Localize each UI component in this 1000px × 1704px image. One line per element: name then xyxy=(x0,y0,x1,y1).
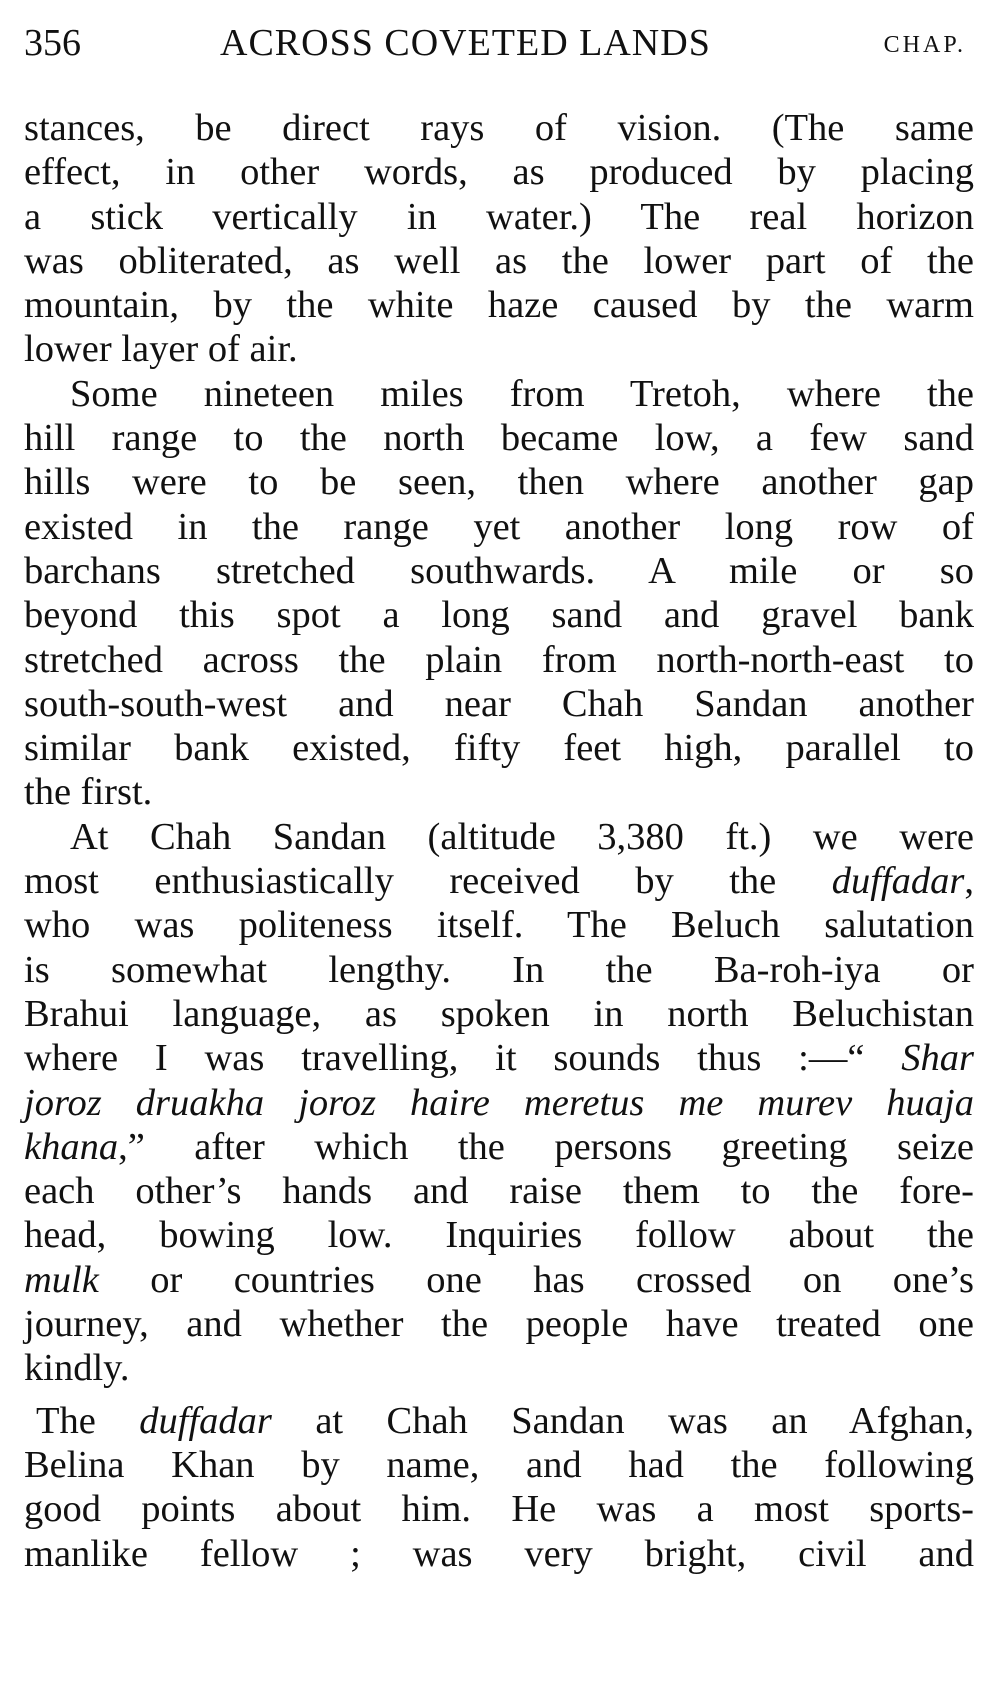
text-line: khana,” after which the persons greeting seize xyxy=(24,1125,974,1168)
text-line: a stick vertically in water.) The real horizon xyxy=(24,195,974,238)
text-line: the first. xyxy=(24,771,153,814)
text-line: good points about him. He was a most sports- xyxy=(24,1488,974,1531)
text-line: Brahui language, as spoken in north Beluchistan xyxy=(24,992,974,1035)
book-page xyxy=(24,14,974,1576)
text-line: hills were to be seen, then where another gap xyxy=(24,461,974,504)
italic-word: mulk xyxy=(24,1258,99,1301)
italic-word: Shar xyxy=(901,1037,974,1080)
paragraph xyxy=(24,372,974,815)
text-line: lower layer of air. xyxy=(24,328,298,371)
text-line: mulk or countries one has crossed on one’s xyxy=(24,1258,974,1301)
text-line: is somewhat lengthy. In the Ba-roh-iya or xyxy=(24,948,974,991)
text-line: most enthusiastically received by the duffadar, xyxy=(24,860,974,903)
text-line: journey, and whether the people have treated one xyxy=(24,1303,974,1346)
chapter-label: CHAP. xyxy=(883,32,966,58)
text-line: where I was travelling, it sounds thus :—“ Shar xyxy=(24,1037,974,1080)
text-line: Some nineteen miles from Tretoh, where the xyxy=(70,372,974,415)
running-title: ACROSS COVETED LANDS xyxy=(220,22,711,64)
page-number: 356 xyxy=(24,22,81,64)
text-line: barchans stretched southwards. A mile or so xyxy=(24,549,974,592)
text-line xyxy=(24,1081,974,1125)
text-line: existed in the range yet another long row of xyxy=(24,505,974,548)
text-line: similar bank existed, fifty feet high, parallel to xyxy=(24,727,974,770)
italic-word: joroz druakha joroz haire meretus me murev huaja xyxy=(24,1081,974,1124)
text-line: Belina Khan by name, and had the following xyxy=(24,1443,974,1486)
text-line: effect, in other words, as produced by placing xyxy=(24,151,974,194)
text-line: each other’s hands and raise them to the fore- xyxy=(24,1170,974,1213)
text-line: stretched across the plain from north-north-east to xyxy=(24,638,974,681)
paragraph xyxy=(24,1399,974,1576)
text-line: beyond this spot a long sand and gravel bank xyxy=(24,594,974,637)
text-line: kindly. xyxy=(24,1347,130,1390)
text-line: manlike fellow ; was very bright, civil and xyxy=(24,1532,974,1575)
text-line: stances, be direct rays of vision. (The same xyxy=(24,107,974,149)
text-line: hill range to the north became low, a few sand xyxy=(24,417,974,460)
text-line: head, bowing low. Inquiries follow about the xyxy=(24,1214,974,1257)
paragraph xyxy=(24,815,974,1391)
italic-word: khana xyxy=(24,1125,119,1168)
paragraph xyxy=(24,106,974,372)
text-line: south-south-west and near Chah Sandan another xyxy=(24,682,974,725)
text-line: mountain, by the white haze caused by the warm xyxy=(24,284,974,327)
italic-word: duffadar xyxy=(139,1399,272,1442)
text-line: At Chah Sandan (altitude 3,380 ft.) we were xyxy=(70,815,974,858)
page-body xyxy=(24,106,974,1576)
text-line: was obliterated, as well as the lower part of the xyxy=(24,239,974,282)
text-line: who was politeness itself. The Beluch salutation xyxy=(24,904,974,947)
page-header xyxy=(24,14,974,72)
italic-word: duffadar xyxy=(831,860,965,903)
text-line: The duffadar at Chah Sandan was an Afghan, xyxy=(36,1399,974,1442)
